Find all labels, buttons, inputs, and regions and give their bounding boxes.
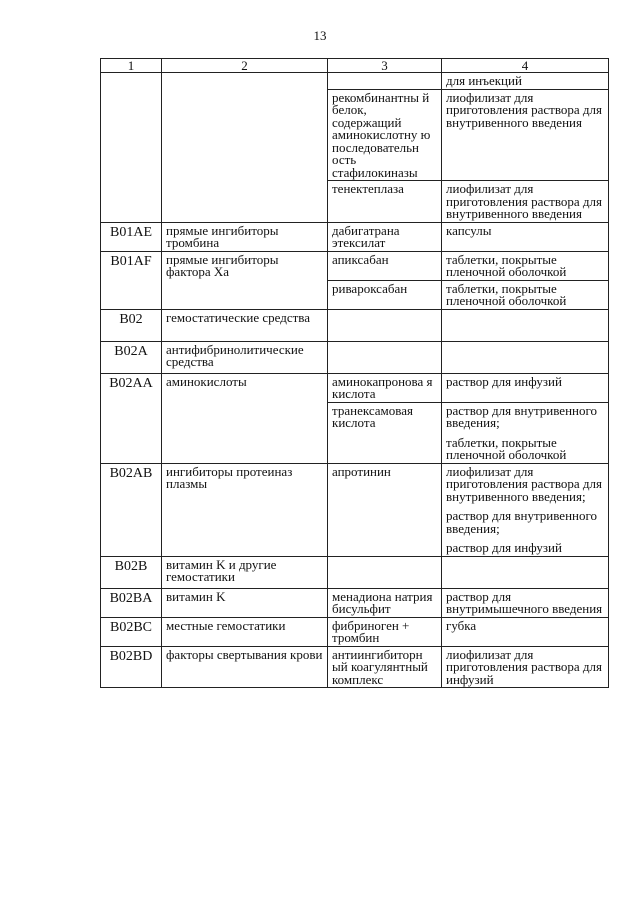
drug-name: тенектеплаза bbox=[328, 181, 442, 223]
drug-name bbox=[328, 73, 442, 90]
group-name: факторы свертывания крови bbox=[162, 646, 328, 688]
dosage-form: раствор для инфузий bbox=[446, 373, 562, 389]
dosage-form: лиофилизат для приготовления раствора для внутривенного введения bbox=[446, 89, 602, 130]
column-header: 4 bbox=[442, 59, 609, 73]
drug-name bbox=[328, 341, 442, 373]
dosage-form: лиофилизат для приготовления раствора для внутривенного введения bbox=[446, 181, 602, 221]
table-row bbox=[101, 646, 609, 688]
drug-name: апротинин bbox=[328, 463, 442, 556]
dosage-forms bbox=[442, 73, 609, 90]
table-row bbox=[101, 309, 609, 341]
drug-name: ривароксабан bbox=[328, 280, 442, 309]
table-row bbox=[101, 373, 609, 402]
table-row bbox=[101, 341, 609, 373]
group-name: витамин K и другие гемостатики bbox=[162, 556, 328, 588]
dosage-form: капсулы bbox=[446, 222, 492, 238]
dosage-forms bbox=[442, 251, 609, 280]
dosage-form: лиофилизат для приготовления раствора для инфузий bbox=[446, 646, 602, 687]
dosage-form: губка bbox=[446, 617, 477, 633]
drug-table bbox=[100, 58, 609, 688]
dosage-forms bbox=[442, 309, 609, 341]
group-name: ингибиторы протеиназ плазмы bbox=[162, 463, 328, 556]
dosage-form: раствор для инфузий bbox=[446, 540, 562, 555]
atc-code: B02AB bbox=[101, 463, 162, 556]
group-name: антифибринолитические средства bbox=[162, 341, 328, 373]
dosage-forms bbox=[442, 402, 609, 463]
atc-code: B02AA bbox=[101, 373, 162, 463]
dosage-form: раствор для внутривенного введения; bbox=[446, 508, 597, 536]
table-row bbox=[101, 617, 609, 646]
atc-code bbox=[101, 73, 162, 223]
dosage-forms bbox=[442, 222, 609, 251]
group-name: местные гемостатики bbox=[162, 617, 328, 646]
dosage-forms bbox=[442, 556, 609, 588]
dosage-form: таблетки, покрытые пленочной оболочкой bbox=[446, 280, 567, 308]
column-header: 2 bbox=[162, 59, 328, 73]
atc-code: B02BA bbox=[101, 588, 162, 617]
atc-code: B02A bbox=[101, 341, 162, 373]
atc-code: B02 bbox=[101, 309, 162, 341]
group-name: аминокислоты bbox=[162, 373, 328, 463]
dosage-form: для инъекций bbox=[446, 73, 522, 88]
drug-name: антиингибиторн ый коагулянтный комплекс bbox=[328, 646, 442, 688]
dosage-forms bbox=[442, 181, 609, 223]
table-row bbox=[101, 588, 609, 617]
atc-code: B01AE bbox=[101, 222, 162, 251]
table-row bbox=[101, 251, 609, 280]
page-number: 13 bbox=[313, 28, 327, 43]
dosage-form: раствор для внутримышечного введения bbox=[446, 588, 603, 616]
group-name: прямые ингибиторы фактора Ха bbox=[162, 251, 328, 309]
dosage-forms bbox=[442, 373, 609, 402]
group-name: витамин K bbox=[162, 588, 328, 617]
drug-name: рекомбинантны й белок, содержащий аминокислотну ю последовательн ость стафилокиназы bbox=[328, 89, 442, 181]
group-name bbox=[162, 73, 328, 223]
table-row bbox=[101, 556, 609, 588]
drug-name bbox=[328, 309, 442, 341]
dosage-forms bbox=[442, 341, 609, 373]
atc-code: B02BC bbox=[101, 617, 162, 646]
atc-code: B02BD bbox=[101, 646, 162, 688]
drug-name: аминокапронова я кислота bbox=[328, 373, 442, 402]
table-row bbox=[101, 73, 609, 90]
atc-code: B01AF bbox=[101, 251, 162, 309]
dosage-forms bbox=[442, 617, 609, 646]
drug-name: апиксабан bbox=[328, 251, 442, 280]
table-row bbox=[101, 463, 609, 556]
dosage-form: таблетки, покрытые пленочной оболочкой bbox=[446, 434, 567, 462]
table-row bbox=[101, 222, 609, 251]
dosage-forms bbox=[442, 463, 609, 556]
dosage-form: таблетки, покрытые пленочной оболочкой bbox=[446, 251, 567, 279]
dosage-forms bbox=[442, 89, 609, 181]
drug-name: фибриноген + тромбин bbox=[328, 617, 442, 646]
column-header: 3 bbox=[328, 59, 442, 73]
drug-name bbox=[328, 556, 442, 588]
drug-name: транексамовая кислота bbox=[328, 402, 442, 463]
column-header: 1 bbox=[101, 59, 162, 73]
group-name: прямые ингибиторы тромбина bbox=[162, 222, 328, 251]
dosage-forms bbox=[442, 280, 609, 309]
dosage-form: лиофилизат для приготовления раствора для внутривенного введения; bbox=[446, 463, 602, 504]
group-name: гемостатические средства bbox=[162, 309, 328, 341]
atc-code: B02B bbox=[101, 556, 162, 588]
drug-name: менадиона натрия бисульфит bbox=[328, 588, 442, 617]
dosage-forms bbox=[442, 646, 609, 688]
header-row bbox=[101, 59, 609, 73]
drug-name: дабигатрана этексилат bbox=[328, 222, 442, 251]
dosage-forms bbox=[442, 588, 609, 617]
dosage-form: раствор для внутривенного введения; bbox=[446, 402, 597, 430]
